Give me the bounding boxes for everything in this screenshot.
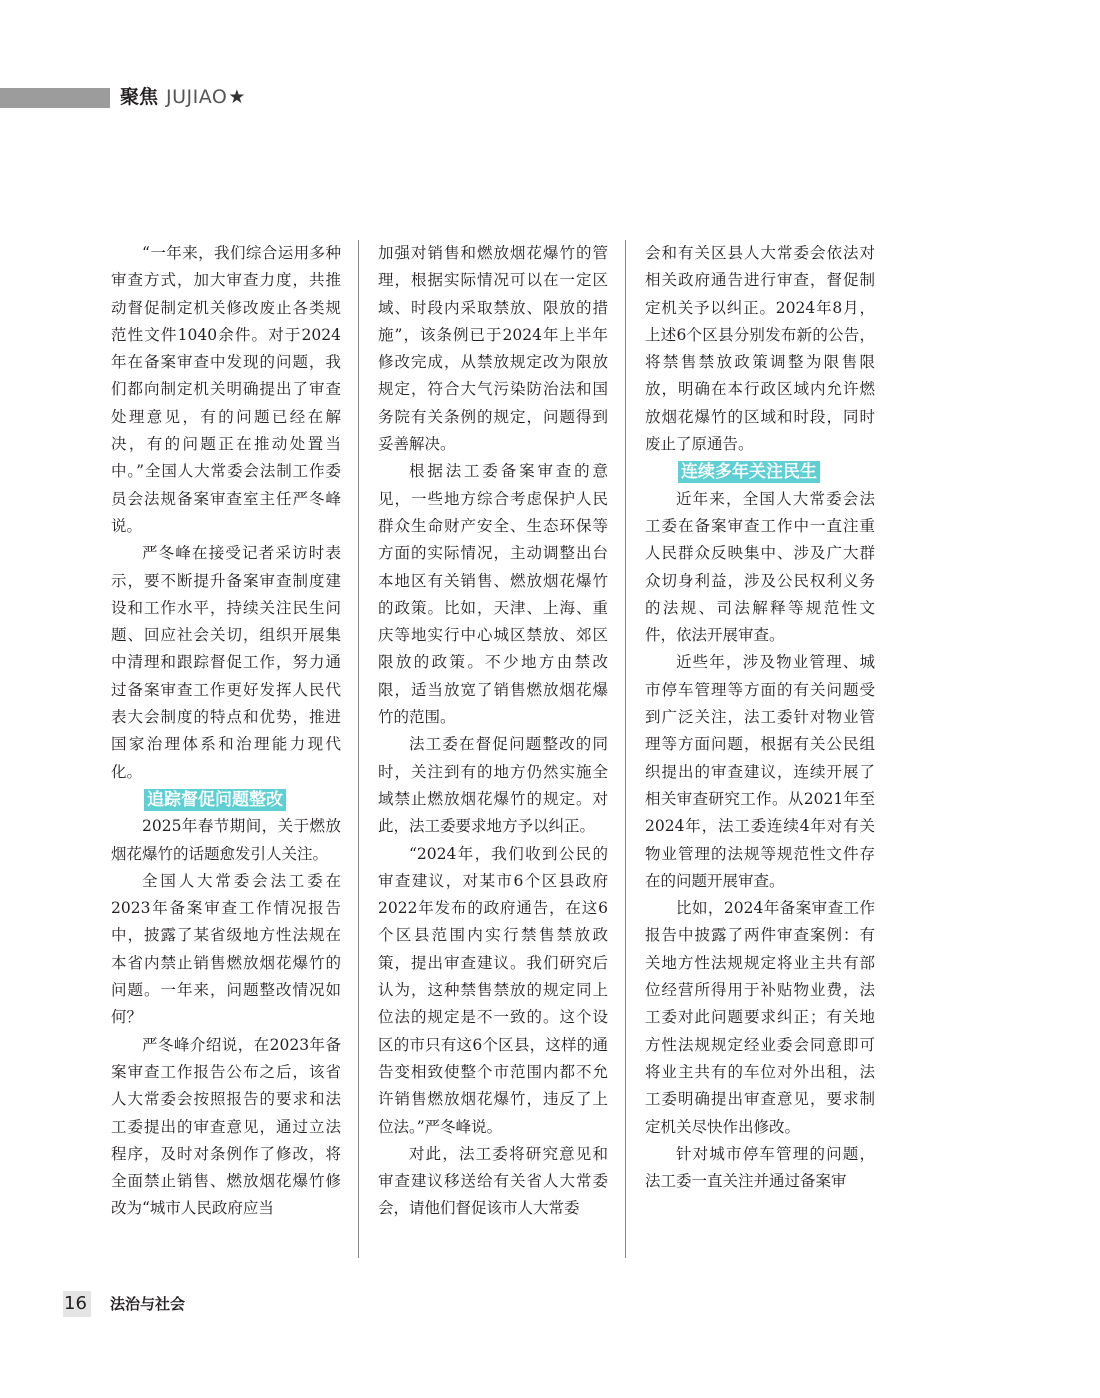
subheading <box>645 458 875 485</box>
paragraph: 针对城市停车管理的问题，法工委一直关注并通过备案审 <box>645 1144 875 1191</box>
paragraph: 近些年，涉及物业管理、城市停车管理等方面的有关问题受到广泛关注，法工委针对物业管理等方面问题，根据有关公民组织提出的审查建议，连续开展了相关审查研究工作。从2021年至2024年，法工委连续4年对有关物业管理的法规等规范性文件存在的问题开展审查。 <box>645 653 875 890</box>
paragraph: 比如，2024年备案审查工作报告中披露了两件审查案例：有关地方性法规规定将业主共有部位经营所得用于补贴物业费，法工委对此问题要求纠正；有关地方性法规规定经业委会同意即可将业主共有的车位对外出租，法工委明确提出审查意见，要求制定机关尽快作出修改。 <box>645 899 875 1136</box>
subheading-text: 追踪督促问题整改 <box>144 789 286 811</box>
article-column-1 <box>111 240 341 1223</box>
paragraph: 2025年春节期间，关于燃放烟花爆竹的话题愈发引人关注。 <box>111 817 341 863</box>
paragraph: 加强对销售和燃放烟花爆竹的管理，根据实际情况可以在一定区域、时段内采取禁放、限放的措施”，该条例已于2024年上半年修改完成，从禁放规定改为限放规定，符合大气污染防治法和国务院有关条例的规定，问题得到妥善解决。 <box>378 244 608 454</box>
paragraph: “2024年，我们收到公民的审查建议，对某市6个区县政府2022年发布的政府通告，在这6个区县范围内实行禁售禁放政策，提出审查建议。我们研究后认为，这种禁售禁放的规定同上位法的规定是不一致的。这个设区的市只有这6个区县，这样的通告变相致使整个市范围内都不允许销售燃放烟花爆竹，违反了上位法。”严冬峰说。 <box>378 844 608 1136</box>
page-number: 16 <box>64 1293 87 1314</box>
magazine-name: 法治与社会 <box>110 1295 186 1313</box>
paragraph: 法工委在督促问题整改的同时，关注到有的地方仍然实施全域禁止燃放烟花爆竹的规定。对此，法工委要求地方予以纠正。 <box>378 735 608 836</box>
paragraph: 近年来，全国人大常委会法工委在备案审查工作中一直注重人民群众反映集中、涉及广大群众切身利益，涉及公民权利义务的法规、司法解释等规范性文件，依法开展审查。 <box>645 489 875 645</box>
article-column-2 <box>378 240 608 1223</box>
section-header <box>120 84 245 110</box>
paragraph: 严冬峰介绍说，在2023年备案审查工作报告公布之后，该省人大常委会按照报告的要求和法工委提出的审查意见，通过立法程序，及时对条例作了修改，将全面禁止销售、燃放烟花爆竹修改为“城市人民政府应当 <box>111 1035 341 1218</box>
article-column-3 <box>645 240 875 1195</box>
column-divider <box>358 240 359 1258</box>
section-title-en: JUJIAO <box>166 86 228 108</box>
paragraph: 会和有关区县人大常委会依法对相关政府通告进行审查，督促制定机关予以纠正。2024年8月，上述6个区县分别发布新的公告，将禁售禁放政策调整为限售限放，明确在本行政区域内允许燃放烟花爆竹的区域和时段，同时废止了原通告。 <box>645 244 875 454</box>
subheading-text: 连续多年关注民生 <box>678 461 820 483</box>
section-color-bar <box>0 88 110 108</box>
subheading <box>111 786 341 813</box>
paragraph: 对此，法工委将研究意见和审查建议移送给有关省人大常委会，请他们督促该市人大常委 <box>378 1144 608 1218</box>
column-divider <box>625 240 626 1258</box>
paragraph: “一年来，我们综合运用多种审查方式，加大审查力度，共推动督促制定机关修改废止各类规范性文件1040余件。对于2024年在备案审查中发现的问题，我们都向制定机关明确提出了审查处理意见，有的问题已经在解决，有的问题正在推动处置当中。”全国人大常委会法制工作委员会法规备案审查室主任严冬峰说。 <box>111 244 341 535</box>
paragraph: 全国人大常委会法工委在2023年备案审查工作情况报告中，披露了某省级地方性法规在本省内禁止销售燃放烟花爆竹的问题。一年来，问题整改情况如何？ <box>111 871 341 1027</box>
section-title-cn: 聚焦 <box>120 86 159 108</box>
star-icon: ★ <box>228 86 246 108</box>
paragraph: 根据法工委备案审查的意见，一些地方综合考虑保护人民群众生命财产安全、生态环保等方面的实际情况，主动调整出台本地区有关销售、燃放烟花爆竹的政策。比如，天津、上海、重庆等地实行中心城区禁放、郊区限放的政策。不少地方由禁改限，适当放宽了销售燃放烟花爆竹的范围。 <box>378 462 608 727</box>
paragraph: 严冬峰在接受记者采访时表示，要不断提升备案审查制度建设和工作水平，持续关注民生问题、回应社会关切，组织开展集中清理和跟踪督促工作，努力通过备案审查工作更好发挥人民代表大会制度的特点和优势，推进国家治理体系和治理能力现代化。 <box>111 544 341 781</box>
